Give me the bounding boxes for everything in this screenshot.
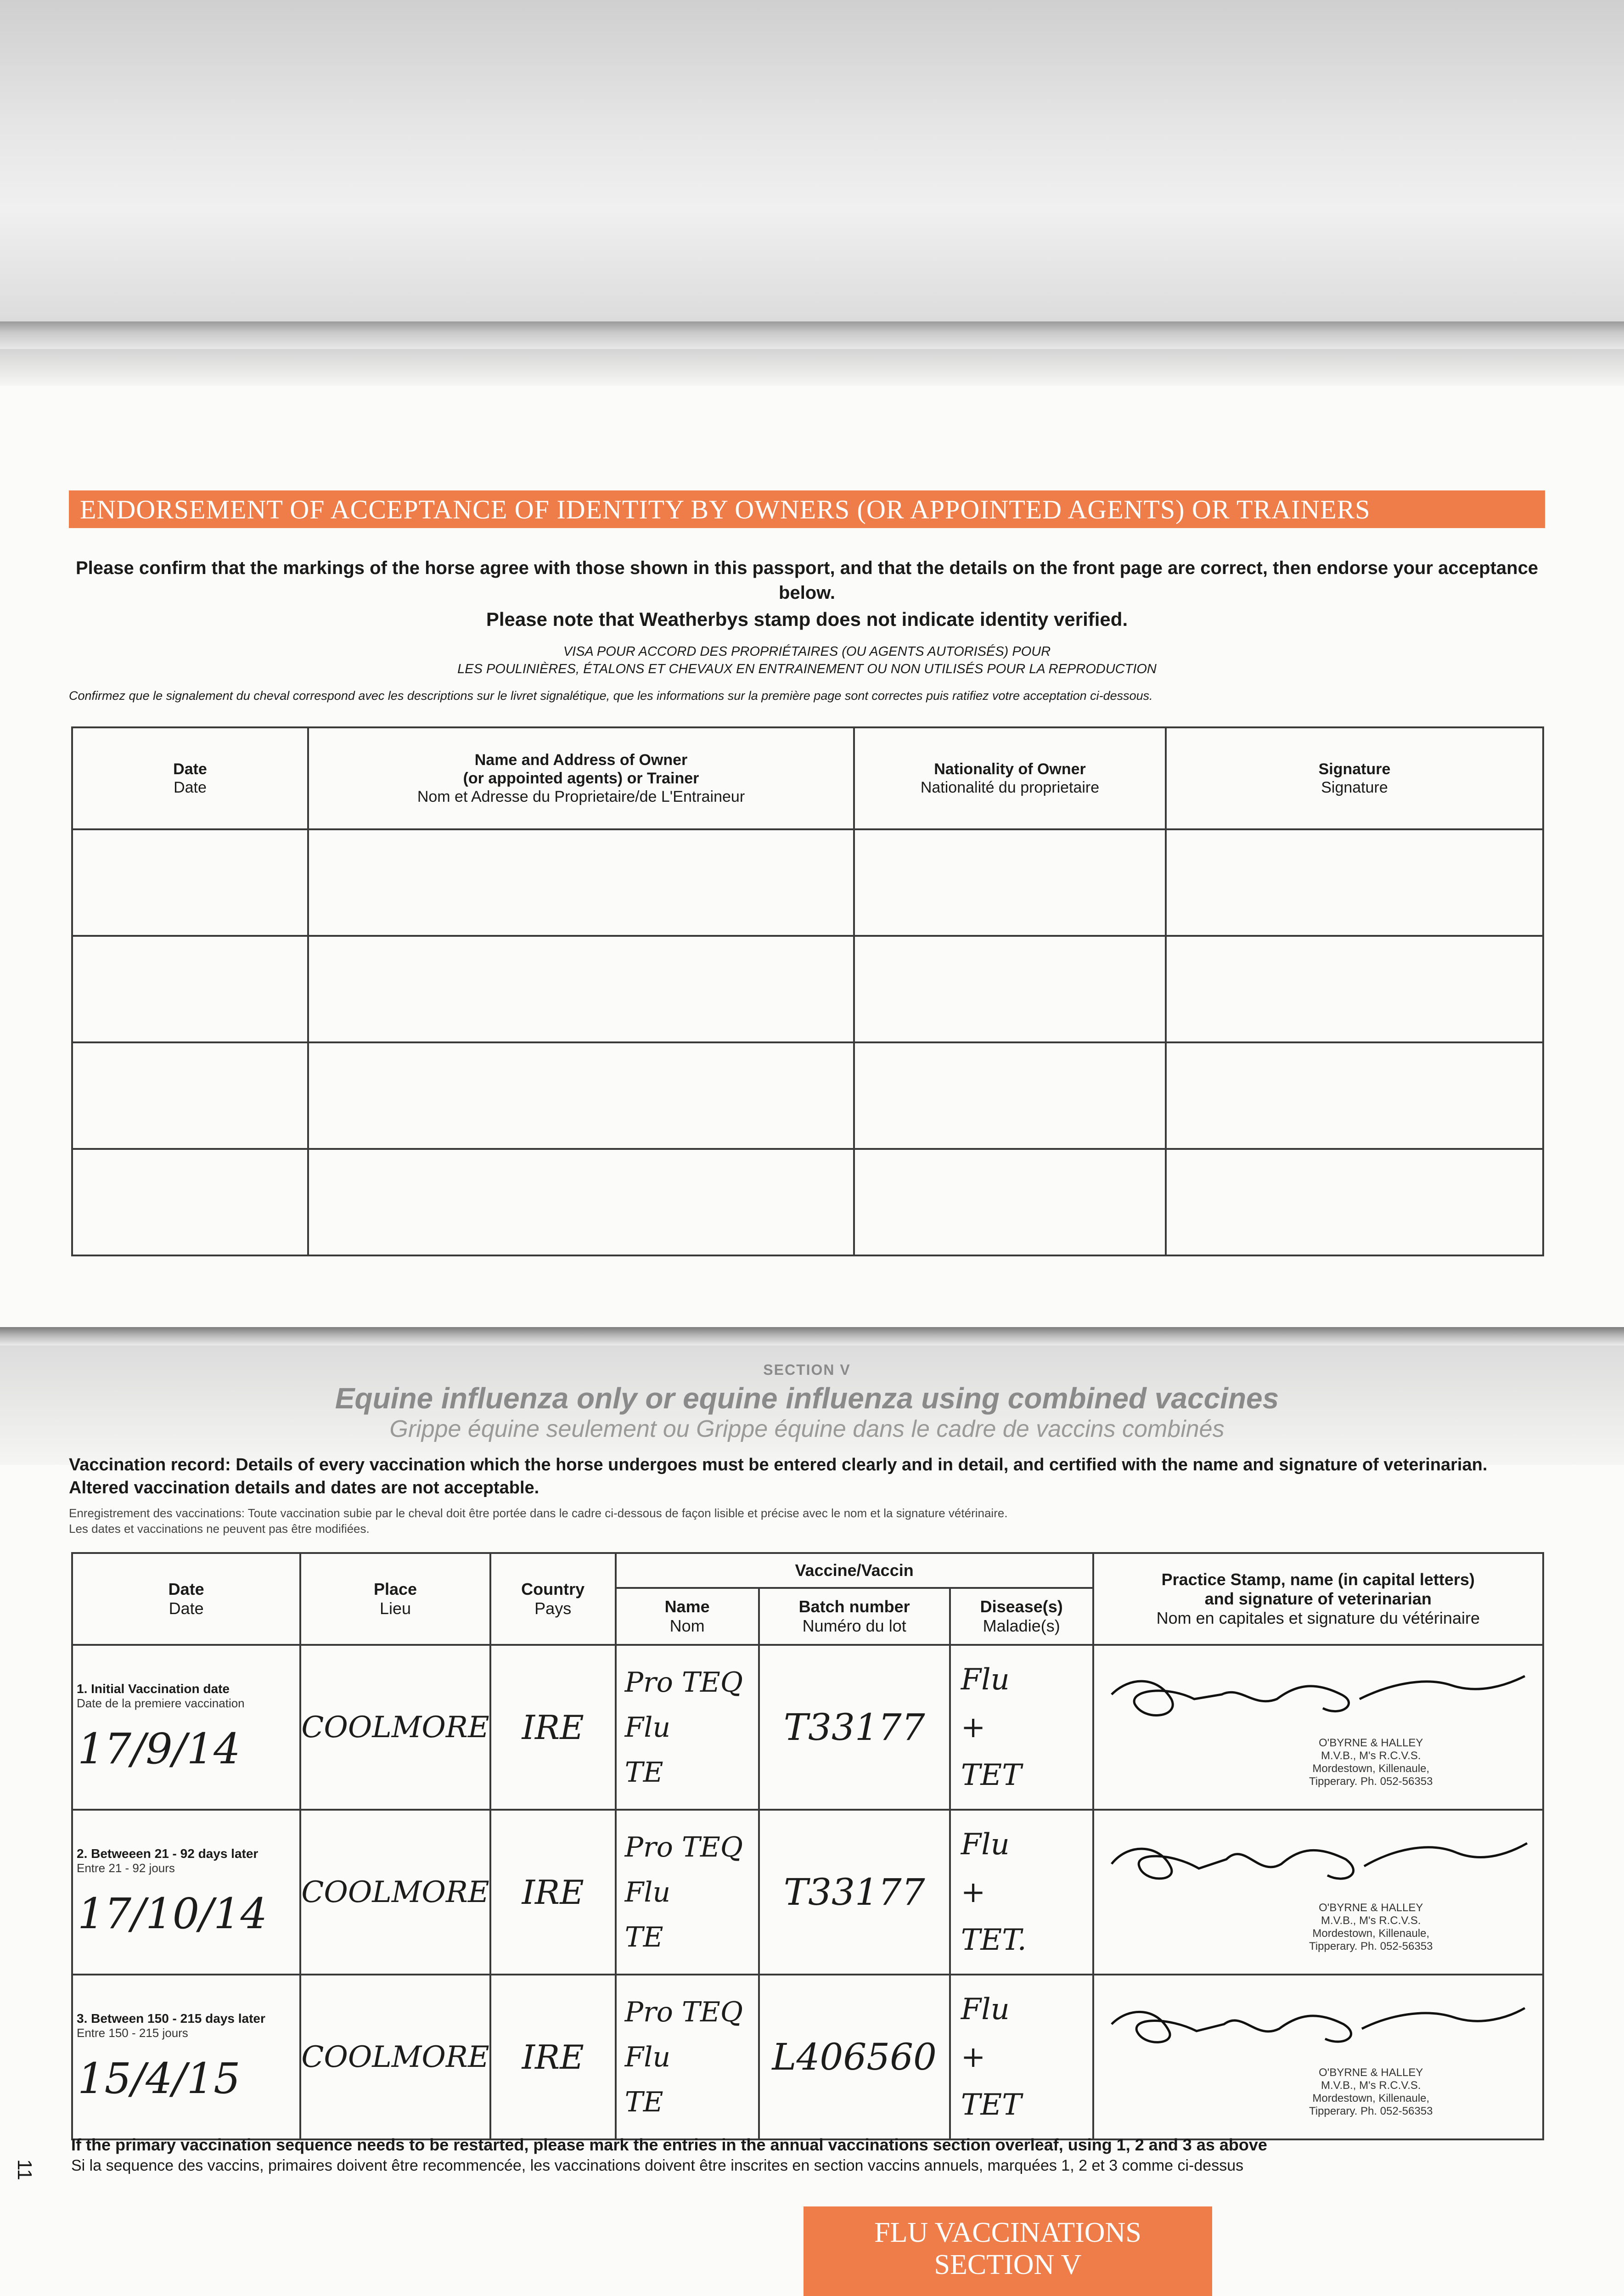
endorsement-cell[interactable]	[308, 829, 854, 936]
row-label: 3. Between 150 - 215 days later	[77, 2011, 265, 2026]
stamp-line: M.V.B., M's R.C.V.S.	[1321, 1914, 1421, 1927]
vac-disease-line: +	[961, 2040, 986, 2074]
section-subtitle: Grippe équine seulement ou Grippe équine dans le cadre de vaccins combinés	[389, 1416, 1225, 1442]
vac-place-cell[interactable]	[300, 1810, 490, 1975]
vac-disease-line: +	[961, 1710, 986, 1745]
vet-stamp	[1200, 2066, 1542, 2118]
vac-col-place	[300, 1553, 490, 1645]
vac-col-place-label-fr: Lieu	[380, 1599, 411, 1618]
endorsement-cell[interactable]	[1166, 1149, 1543, 1255]
endorsement-note: Please note that Weatherbys stamp does not indicate identity verified.	[486, 608, 1128, 630]
record-fr-line-1: Enregistrement des vaccinations: Toute vaccination subie par le cheval doit être portée dans le cadre ci-dessous de façon lisible et précise avec le nom et la signature vétérinaire.	[69, 1506, 1008, 1520]
vac-col-vaccine	[616, 1553, 1093, 1588]
vac-col-country-label-fr: Pays	[534, 1599, 572, 1618]
endorsement-row	[72, 829, 1543, 936]
endorsement-cell[interactable]	[854, 829, 1166, 936]
vac-col-name	[616, 1588, 759, 1645]
vac-disease-line: TET.	[961, 1923, 1027, 1957]
stamp-line: O'BYRNE & HALLEY	[1319, 2066, 1423, 2079]
vac-col-date	[72, 1553, 300, 1645]
stamp-line: Mordestown, Killenaule,	[1312, 2092, 1430, 2105]
vac-country-cell[interactable]	[490, 1645, 616, 1810]
row-label-fr: Entre 21 - 92 jours	[77, 1861, 175, 1875]
stamp-line: Tipperary. Ph. 052-56353	[1309, 2105, 1433, 2117]
vac-col-country-label: Country	[521, 1580, 585, 1598]
row-label-fr: Date de la premiere vaccination	[77, 1696, 245, 1710]
vac-col-disease	[950, 1588, 1093, 1645]
vac-place-value: COOLMORE	[301, 1710, 489, 1745]
section-tab	[804, 2206, 1212, 2296]
vac-col-practice-label-fr: Nom en capitales et signature du vétérinaire	[1156, 1609, 1480, 1627]
page-number: 11	[13, 2159, 36, 2180]
vac-country-value: IRE	[522, 1873, 584, 1912]
col-signature-label: Signature	[1318, 760, 1391, 778]
vac-date-value: 15/4/15	[78, 2054, 241, 2103]
vaccination-table	[71, 1552, 1544, 2140]
restart-note: If the primary vaccination sequence needs to be restarted, please mark the entries in the annual vaccinations section overleaf, using 1, 2 and 3 as above	[71, 2135, 1267, 2154]
vac-col-batch	[759, 1588, 950, 1645]
endorsement-row	[72, 1042, 1543, 1149]
endorsement-cell[interactable]	[72, 829, 308, 936]
vac-date-value: 17/10/14	[78, 1889, 268, 1938]
vac-disease-cell[interactable]	[950, 1645, 1093, 1810]
vac-name-line: Pro TEQ	[624, 1831, 743, 1863]
endorsement-cell[interactable]	[854, 1042, 1166, 1149]
vac-place-value: COOLMORE	[301, 1875, 489, 1909]
vac-col-disease-label: Disease(s)	[980, 1597, 1063, 1616]
row-label: 2. Betweeen 21 - 92 days later	[77, 1846, 258, 1861]
vac-country-value: IRE	[522, 2037, 584, 2077]
vac-date-cell[interactable]	[72, 1810, 300, 1975]
endorsement-cell[interactable]	[1166, 936, 1543, 1042]
stamp-line: M.V.B., M's R.C.V.S.	[1321, 2079, 1421, 2092]
record-fr-line-2: Les dates et vaccinations ne peuvent pas être modifiées.	[69, 1522, 370, 1536]
vac-date-cell[interactable]	[72, 1645, 300, 1810]
section-label: SECTION V	[763, 1362, 851, 1378]
vac-disease-line: TET	[961, 1758, 1022, 1792]
endorsement-instruction: Please confirm that the markings of the horse agree with those shown in this passport, and that the details on the front page are correct, then endorse your acceptance below.	[75, 558, 1539, 603]
vac-batch-value: T33177	[783, 1871, 925, 1913]
stamp-line: Mordestown, Killenaule,	[1312, 1762, 1430, 1775]
vac-disease-cell[interactable]	[950, 1975, 1093, 2139]
vac-col-name-label-fr: Nom	[669, 1616, 705, 1635]
vac-name-cell[interactable]	[616, 1645, 759, 1810]
vac-date-cell[interactable]	[72, 1975, 300, 2139]
col-signature-label-fr: Signature	[1321, 779, 1388, 796]
vac-disease-line: Flu	[961, 1992, 1010, 2026]
endorsement-cell[interactable]	[854, 1149, 1166, 1255]
endorsement-banner: ENDORSEMENT OF ACCEPTANCE OF IDENTITY BY OWNERS (OR APPOINTED AGENTS) OR TRAINERS	[69, 490, 1545, 528]
vac-disease-line: TET	[961, 2088, 1022, 2122]
endorsement-confirm-fr: Confirmez que le signalement du cheval correspond avec les descriptions sur le livret signalétique, que les informations sur la première page sont correctes puis ratifiez votre acceptation ci-dessous.	[69, 689, 1153, 703]
col-owner-label-fr: Nom et Adresse du Proprietaire/de L'Entraineur	[417, 788, 745, 805]
cover-shadow	[0, 349, 1624, 386]
stamp-line: O'BYRNE & HALLEY	[1319, 1736, 1423, 1749]
vac-col-practice	[1093, 1553, 1543, 1645]
passport-cover-top	[0, 0, 1624, 321]
vaccination-row	[72, 1645, 1543, 1810]
col-nationality-label: Nationality of Owner	[934, 760, 1086, 778]
vac-col-disease-label-fr: Maladie(s)	[983, 1616, 1060, 1635]
vac-name-line: Flu	[624, 1711, 671, 1744]
vac-col-batch-label-fr: Numéro du lot	[802, 1616, 906, 1635]
section-tab-line-1: FLU VACCINATIONS	[874, 2217, 1141, 2248]
col-date-label-fr: Date	[174, 779, 207, 796]
vaccination-record-fr	[69, 1505, 1545, 1536]
vac-disease-line: Flu	[961, 1827, 1010, 1862]
endorsement-cell[interactable]	[72, 1149, 308, 1255]
row-label-fr: Entre 150 - 215 jours	[77, 2026, 188, 2040]
endorsement-cell[interactable]	[308, 936, 854, 1042]
vac-col-country	[490, 1553, 616, 1645]
stamp-line: O'BYRNE & HALLEY	[1319, 1901, 1423, 1914]
vac-col-place-label: Place	[373, 1580, 417, 1598]
endorsement-cell[interactable]	[72, 936, 308, 1042]
vac-practice-cell[interactable]	[1093, 1810, 1543, 1975]
vac-country-cell[interactable]	[490, 1975, 616, 2139]
vac-place-value: COOLMORE	[301, 2040, 489, 2074]
vac-name-line: Pro TEQ	[624, 1666, 743, 1699]
col-date-label: Date	[173, 760, 207, 778]
vac-col-date-label: Date	[168, 1580, 204, 1598]
stamp-line: Tipperary. Ph. 052-56353	[1309, 1775, 1433, 1788]
vac-name-line: TE	[624, 1921, 663, 1953]
vac-date-value: 17/9/14	[78, 1724, 241, 1773]
vet-signature-icon	[1102, 1667, 1534, 1731]
vet-stamp	[1200, 1737, 1542, 1788]
vac-col-name-label: Name	[664, 1597, 710, 1616]
vac-place-cell[interactable]	[300, 1975, 490, 2139]
col-nationality-label-fr: Nationalité du proprietaire	[920, 779, 1100, 796]
vac-col-vaccine-label: Vaccine/Vaccin	[795, 1561, 914, 1580]
endorsement-visa-fr	[69, 643, 1545, 678]
vac-name-line: Flu	[624, 1876, 671, 1908]
stamp-line: Mordestown, Killenaule,	[1312, 1927, 1430, 1940]
col-owner-label-2: (or appointed agents) or Trainer	[463, 770, 699, 787]
vac-name-line: Pro TEQ	[624, 1996, 743, 2028]
vet-signature-icon	[1102, 1997, 1534, 2061]
vac-name-cell[interactable]	[616, 1975, 759, 2139]
vaccination-record-en: Vaccination record: Details of every vaccination which the horse undergoes must be entered clearly and in detail, and certified with the name and signature of veterinarian. Altered vaccination details and dates are not acceptable.	[69, 1455, 1488, 1497]
visa-fr-line-2: LES POULINIÈRES, ÉTALONS ET CHEVAUX EN ENTRAINEMENT OU NON UTILISÉS POUR LA REPRODUCTION	[457, 662, 1157, 676]
stamp-line: Tipperary. Ph. 052-56353	[1309, 1940, 1433, 1953]
vac-col-practice-label-1: Practice Stamp, name (in capital letters)	[1161, 1570, 1475, 1589]
cover-edge	[0, 321, 1624, 349]
vac-disease-cell[interactable]	[950, 1810, 1093, 1975]
vac-practice-cell[interactable]	[1093, 1645, 1543, 1810]
endorsement-cell[interactable]	[854, 936, 1166, 1042]
vac-place-cell[interactable]	[300, 1645, 490, 1810]
endorsement-table	[71, 726, 1544, 1256]
vac-batch-cell[interactable]	[759, 1645, 950, 1810]
vac-col-batch-label: Batch number	[798, 1597, 910, 1616]
vac-name-line: TE	[624, 1756, 663, 1789]
vet-signature-icon	[1102, 1832, 1534, 1896]
col-owner-label-1: Name and Address of Owner	[474, 751, 688, 769]
vaccination-row	[72, 1810, 1543, 1975]
col-date	[72, 727, 308, 829]
section-title: Equine influenza only or equine influenza using combined vaccines	[335, 1382, 1279, 1415]
col-owner	[308, 727, 854, 829]
restart-note-fr: Si la sequence des vaccins, primaires doivent être recommencée, les vaccinations doivent être inscrites en section vaccins annuels, marquées 1, 2 et 3 comme ci-dessus	[71, 2157, 1244, 2174]
vac-col-practice-label-2: and signature of veterinarian	[1204, 1589, 1432, 1608]
vaccination-row	[72, 1975, 1543, 2139]
vac-disease-line: +	[961, 1875, 986, 1909]
section-tab-line-2: SECTION V	[934, 2249, 1082, 2280]
vac-batch-cell[interactable]	[759, 1810, 950, 1975]
endorsement-cell[interactable]	[308, 1149, 854, 1255]
vet-stamp	[1200, 1902, 1542, 1953]
row-label: 1. Initial Vaccination date	[77, 1681, 230, 1696]
vac-name-cell[interactable]	[616, 1810, 759, 1975]
vac-col-date-label-fr: Date	[169, 1599, 204, 1618]
vac-batch-cell[interactable]	[759, 1975, 950, 2139]
stamp-line: M.V.B., M's R.C.V.S.	[1321, 1749, 1421, 1762]
vac-country-cell[interactable]	[490, 1810, 616, 1975]
vac-batch-value: T33177	[783, 1706, 925, 1749]
endorsement-cell[interactable]	[1166, 1042, 1543, 1149]
endorsement-cell[interactable]	[1166, 829, 1543, 936]
endorsement-cell[interactable]	[308, 1042, 854, 1149]
vac-name-line: TE	[624, 2086, 663, 2118]
vac-country-value: IRE	[522, 1708, 584, 1747]
endorsement-cell[interactable]	[72, 1042, 308, 1149]
vac-name-line: Flu	[624, 2041, 671, 2073]
vac-practice-cell[interactable]	[1093, 1975, 1543, 2139]
vac-batch-value: L406560	[772, 2036, 937, 2078]
visa-fr-line-1: VISA POUR ACCORD DES PROPRIÉTAIRES (OU AGENTS AUTORISÉS) POUR	[563, 644, 1051, 659]
vac-disease-line: Flu	[961, 1662, 1010, 1697]
endorsement-row	[72, 1149, 1543, 1255]
page-fold	[0, 1327, 1624, 1345]
col-nationality	[854, 727, 1166, 829]
endorsement-row	[72, 936, 1543, 1042]
col-signature	[1166, 727, 1543, 829]
